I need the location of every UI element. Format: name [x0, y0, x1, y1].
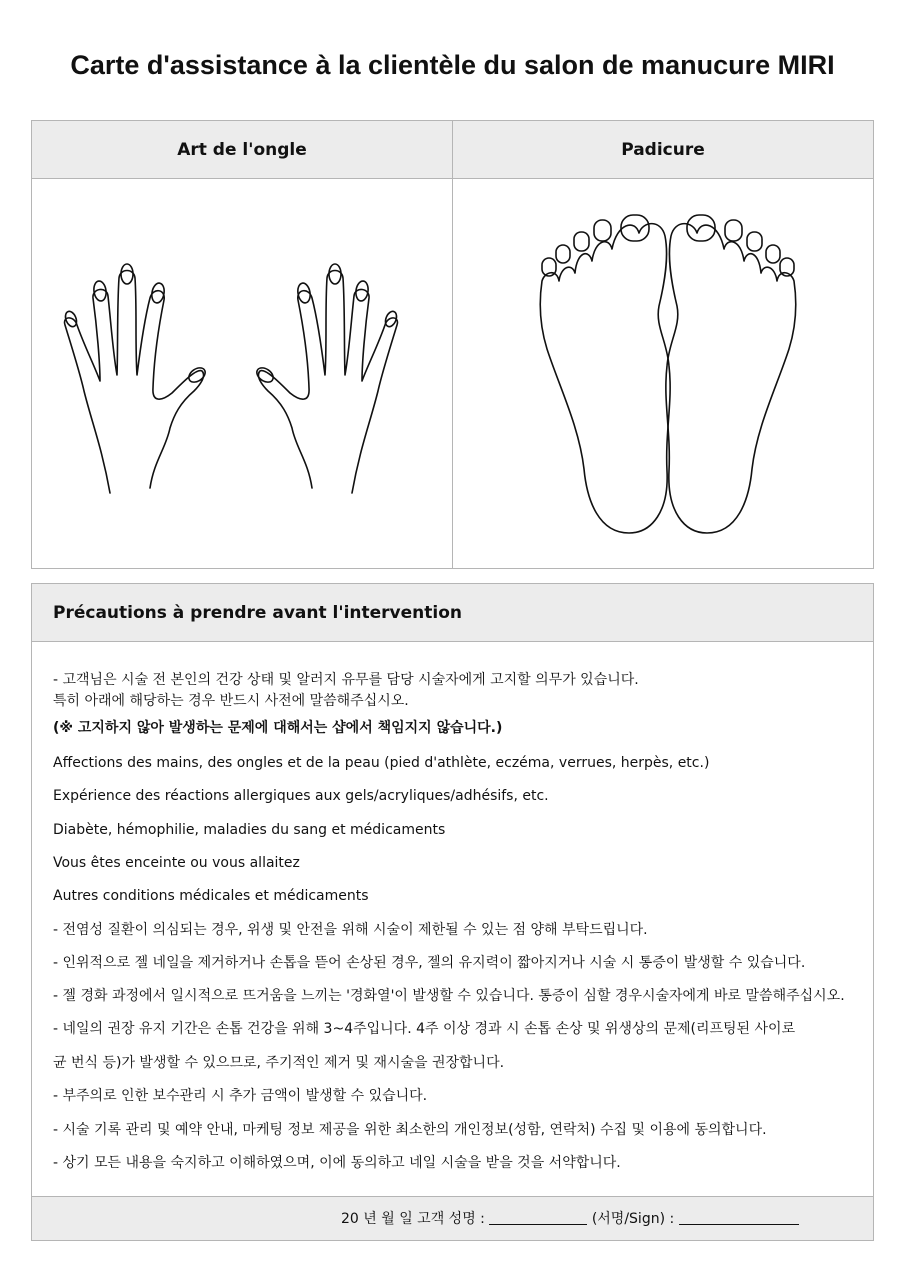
date-name-label: 20 년 월 일 고객 성명 :	[341, 1211, 485, 1227]
precaution-line: Vous êtes enceinte ou vous allaitez	[53, 855, 300, 871]
precaution-line: 균 번식 등)가 발생할 수 있으므로, 주기적인 제거 및 재시술을 권장합니다.	[53, 1055, 505, 1071]
customer-name-field[interactable]	[489, 1210, 587, 1225]
precautions-panel	[31, 583, 874, 1241]
nail-art-header: Art de l'ongle	[32, 121, 452, 179]
page-title: Carte d'assistance à la clientèle du salon de manucure MIRI	[70, 50, 835, 80]
signature-row	[341, 1208, 799, 1228]
left-foot-outline	[540, 215, 670, 533]
signature-bar	[32, 1196, 873, 1240]
precaution-line: - 인위적으로 젤 네일을 제거하거나 손톱을 뜯어 손상된 경우, 젤의 유지력이 짧아지거나 시술 시 통증이 발생할 수 있습니다.	[53, 955, 806, 971]
right-foot-outline	[666, 215, 796, 533]
signature-field[interactable]	[679, 1210, 799, 1225]
precaution-line: - 전염성 질환이 의심되는 경우, 위생 및 안전을 위해 시술이 제한될 수 있는 점 양해 부탁드립니다.	[53, 922, 648, 938]
precaution-line: - 네일의 권장 유지 기간은 손톱 건강을 위해 3~4주입니다. 4주 이상 경과 시 손톱 손상 및 위생상의 문제(리프팅된 사이로	[53, 1021, 796, 1037]
precaution-line: Affections des mains, des ongles et de la peau (pied d'athlète, eczéma, verrues, herpès, etc.)	[53, 755, 710, 771]
sign-label: (서명/Sign) :	[591, 1211, 675, 1227]
column-divider	[452, 121, 453, 568]
precaution-line: - 고객님은 시술 전 본인의 건강 상태 및 알러지 유무를 담당 시술자에게 고지할 의무가 있습니다.	[53, 672, 639, 688]
precaution-line: - 젤 경화 과정에서 일시적으로 뜨거움을 느끼는 '경화열'이 발생할 수 있습니다. 통증이 심할 경우시술자에게 바로 말씀해주십시오.	[53, 988, 845, 1004]
precaution-line: Expérience des réactions allergiques aux gels/acryliques/adhésifs, etc.	[53, 788, 549, 804]
precaution-line: Autres conditions médicales et médicaments	[53, 888, 369, 904]
pedicure-header: Padicure	[453, 121, 873, 179]
precaution-line: - 시술 기록 관리 및 예약 안내, 마케팅 정보 제공을 위한 최소한의 개인정보(성함, 연락처) 수집 및 이용에 동의합니다.	[53, 1122, 767, 1138]
precaution-line: Diabète, hémophilie, maladies du sang et médicaments	[53, 822, 446, 838]
right-hand-outline	[254, 264, 398, 493]
hands-illustration	[62, 263, 422, 503]
precautions-heading: Précautions à prendre avant l'intervention	[32, 584, 873, 642]
precaution-line: 특히 아래에 해당하는 경우 반드시 사전에 말씀해주십시오.	[53, 693, 409, 709]
feet-illustration	[537, 211, 797, 541]
left-hand-outline	[63, 264, 207, 493]
precaution-notice: (※ 고지하지 않아 발생하는 문제에 대해서는 샵에서 책임지지 않습니다.)	[53, 720, 503, 736]
precaution-line: - 상기 모든 내용을 숙지하고 이해하였으며, 이에 동의하고 네일 시술을 받을 것을 서약합니다.	[53, 1155, 621, 1171]
illustration-table	[31, 120, 874, 569]
precaution-line: - 부주의로 인한 보수관리 시 추가 금액이 발생할 수 있습니다.	[53, 1088, 428, 1104]
